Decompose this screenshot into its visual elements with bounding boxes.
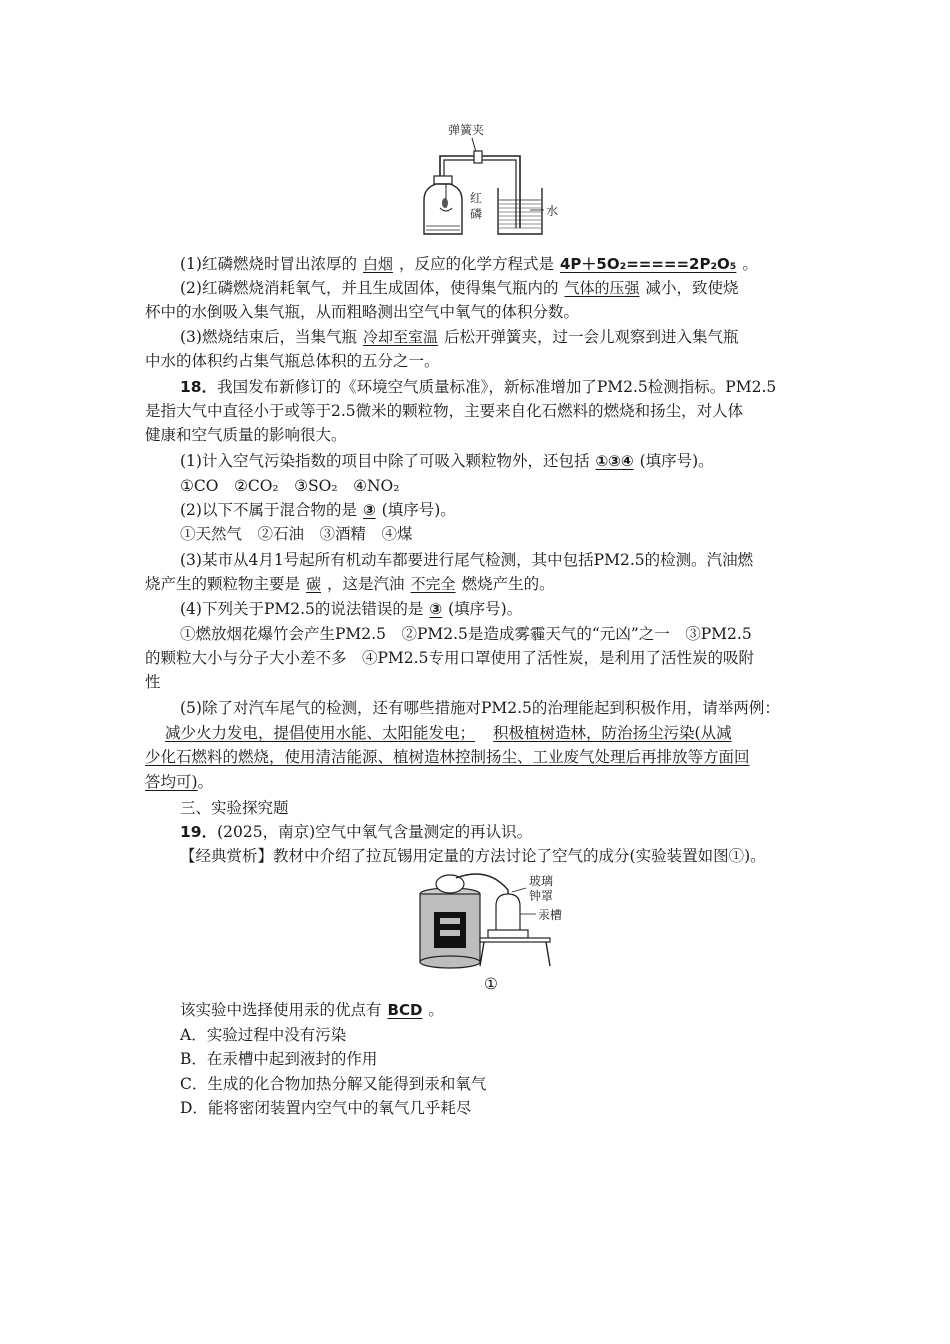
water-label: 水: [546, 204, 559, 218]
q19-option-a: A．实验过程中没有污染: [180, 1026, 347, 1044]
q17-answer-cooling: 冷却至室温: [362, 328, 438, 346]
q18-part5-answer-line1: 减少火力发电，提倡使用水能、太阳能发电； 积极植树造林，防治扬尘污染(从减: [165, 724, 732, 742]
q18-part5-line1: (5)除了对汽车尾气的检测，还有哪些措施对PM2.5的治理能起到积极作用，请举两例：: [180, 699, 780, 717]
q18-part3-line1: (3)某市从4月1号起所有机动车都要进行尾气检测，其中包括PM2.5的检测。汽油燃: [180, 551, 754, 569]
q19-title: 19．(2025，南京)空气中氧气含量测定的再认识。: [180, 823, 533, 841]
q19-option-d: D．能将密闭装置内空气中的氧气几乎耗尽: [180, 1099, 472, 1117]
q17-answer-pressure: 气体的压强: [564, 279, 640, 297]
q18-part1: (1)计入空气污染指数的项目中除了可吸入颗粒物外，还包括 ①③④ (填序号)。: [180, 452, 714, 470]
section-three-heading: 三、实验探究题: [180, 799, 289, 817]
q18-intro-line2: 是指大气中直径小于或等于2.5微米的颗粒物，主要来自化石燃料的燃烧和扬尘，对人体: [145, 402, 744, 420]
q19-answer: BCD: [387, 1001, 423, 1019]
q17-part2: (2)红磷燃烧消耗氧气，并且生成固体，使得集气瓶内的 气体的压强 减小，致使烧: [180, 279, 739, 297]
q18-answer-2: ③: [362, 501, 376, 519]
q19-option-c: C．生成的化合物加热分解又能得到汞和氧气: [180, 1075, 487, 1093]
mercury-trough-label: 汞槽: [538, 908, 563, 922]
q18-answer-carbon: 碳: [306, 575, 322, 593]
q17-part3-line2: 中水的体积约占集气瓶总体积的五分之一。: [145, 352, 440, 370]
q18-part2-options: ①天然气 ②石油 ③酒精 ④煤: [180, 525, 413, 543]
lavoisier-apparatus-figure: [408, 870, 578, 970]
bell-jar-label-1: 玻璃: [529, 874, 554, 888]
q18-part4-options-line2: 的颗粒大小与分子大小差不多 ④PM2.5专用口罩使用了活性炭，是利用了活性炭的吸附: [145, 649, 754, 667]
q18-answer-4: ③: [429, 600, 443, 618]
phosphorus-label-2: 磷: [470, 207, 483, 221]
q18-part3-line2: 烧产生的颗粒物主要是 碳 ，这是汽油 不完全 燃烧产生的。: [145, 575, 555, 593]
q18-intro-line3: 健康和空气质量的影响很大。: [145, 426, 347, 444]
q18-part5-answer-line3: 答均可)。: [145, 773, 214, 791]
q17-part3: (3)燃烧结束后，当集气瓶 冷却至室温 后松开弹簧夹，过一会儿观察到进入集气瓶: [180, 328, 739, 346]
q17-part1: (1)红磷燃烧时冒出浓厚的 白烟 ，反应的化学方程式是 4P＋5O₂=====2P₂O₅ 。: [180, 255, 758, 273]
q17-answer-white-smoke: 白烟: [362, 255, 393, 273]
q19-classic: 【经典赏析】教材中介绍了拉瓦锡用定量的方法讨论了空气的成分(实验装置如图①)。: [180, 847, 766, 865]
q17-answer-equation: 4P＋5O₂=====2P₂O₅: [560, 255, 737, 273]
figure-number: ①: [484, 975, 498, 993]
q18-part2: (2)以下不属于混合物的是 ③ (填序号)。: [180, 501, 456, 519]
q19-option-b: B．在汞槽中起到液封的作用: [180, 1050, 378, 1068]
q19-question: 该实验中选择使用汞的优点有 BCD 。: [180, 1001, 444, 1019]
q18-answer-incomplete: 不完全: [410, 575, 456, 593]
phosphorus-apparatus-figure: [410, 118, 570, 240]
phosphorus-label-1: 红: [470, 191, 483, 205]
q18-part4-options-line1: ①燃放烟花爆竹会产生PM2.5 ②PM2.5是造成雾霾天气的“元凶”之一 ③PM2.5: [180, 625, 752, 643]
q17-part2-line2: 杯中的水倒吸入集气瓶，从而粗略测出空气中氧气的体积分数。: [145, 303, 580, 321]
clip-label: 弹簧夹: [448, 123, 485, 137]
q18-intro-line1: 18．我国发布新修订的《环境空气质量标准》，新标准增加了PM2.5检测指标。PM2.5: [180, 378, 777, 396]
bell-jar-label-2: 钟罩: [529, 889, 554, 903]
q18-part4: (4)下列关于PM2.5的说法错误的是 ③ (填序号)。: [180, 600, 523, 618]
q18-answer-1: ①③④: [595, 452, 634, 470]
q18-part5-answer-line2: 少化石燃料的燃烧，使用清洁能源、植树造林控制扬尘、工业废气处理后再排放等方面回: [145, 748, 750, 766]
q18-part1-options: ①CO ②CO₂ ③SO₂ ④NO₂: [180, 477, 400, 495]
q18-part4-options-line3: 性: [145, 673, 161, 691]
